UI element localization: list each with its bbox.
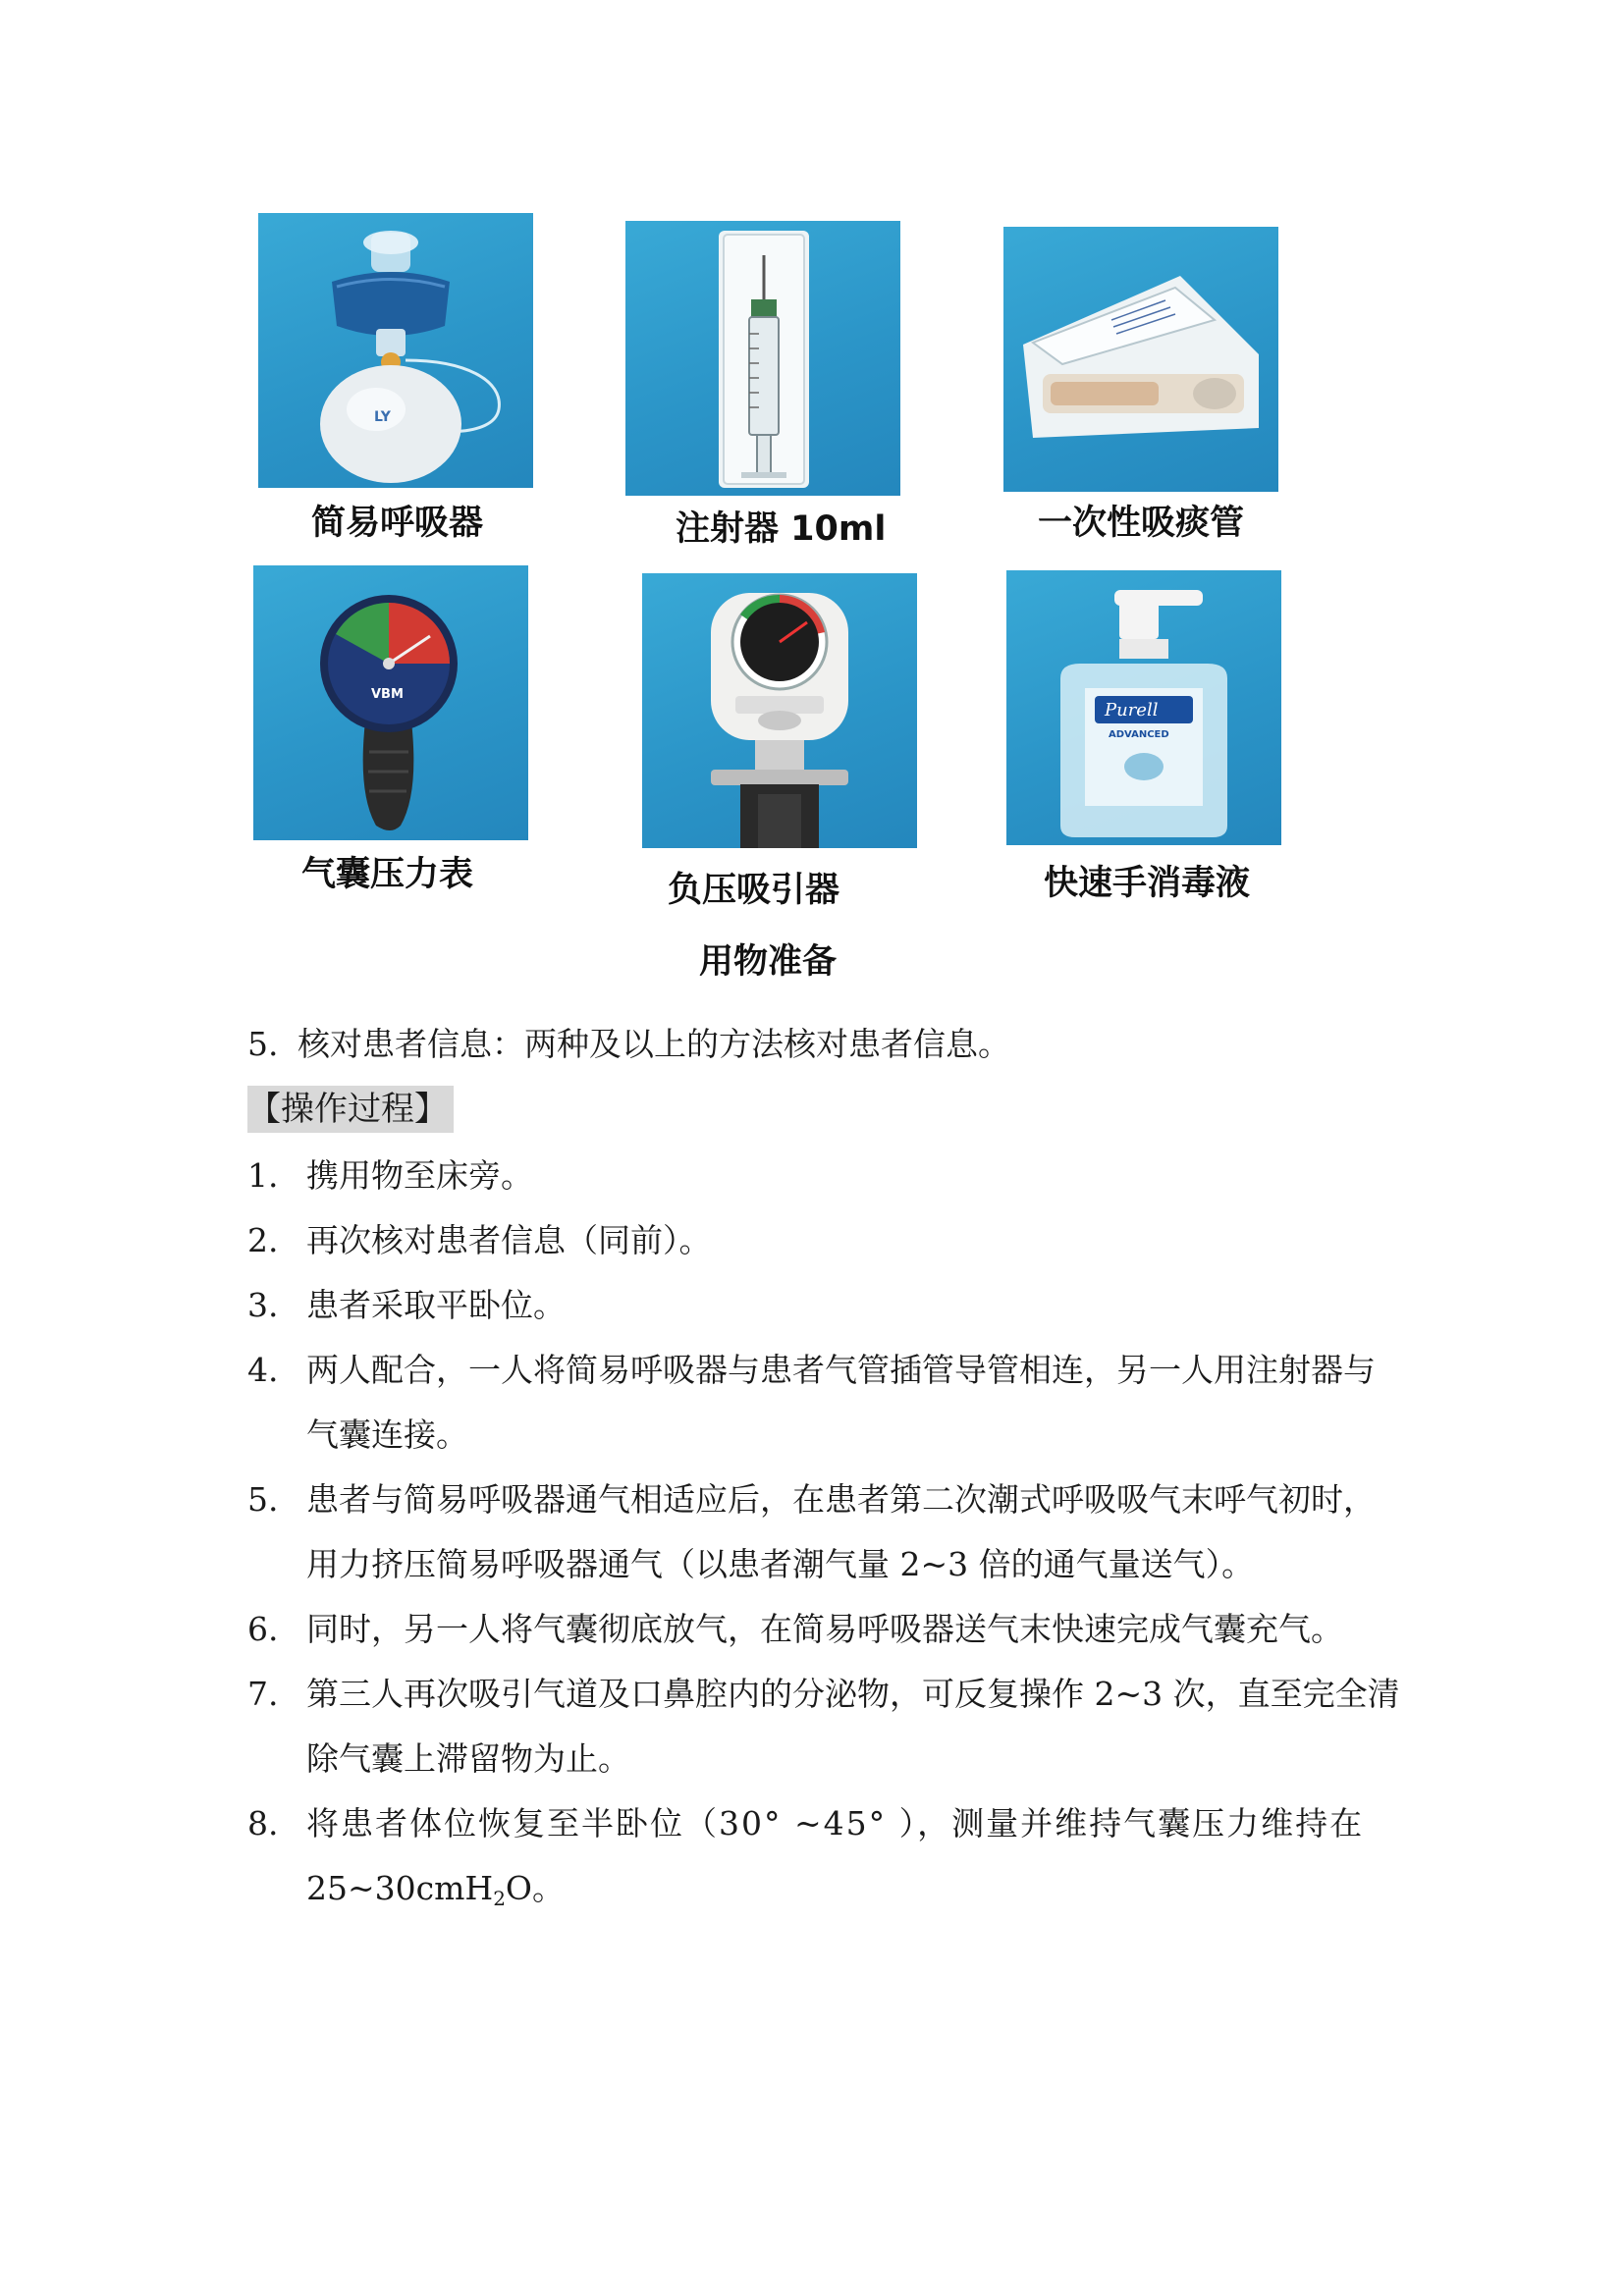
step-text-continued: 除气囊上滞留物为止。 <box>306 1739 630 1778</box>
step-number: 7. <box>247 1675 279 1713</box>
step-number: 6. <box>247 1610 279 1648</box>
step-number: 5. <box>247 1480 279 1519</box>
figure-caption: 快速手消毒液 <box>1044 864 1251 903</box>
gauge-brand: VBM <box>371 687 404 702</box>
step-text: 第三人再次吸引气道及口鼻腔内的分泌物，可反复操作 2~3 次，直至完全清 <box>306 1675 1400 1713</box>
syringe-icon <box>625 221 900 496</box>
pressure-unit-end: O。 <box>505 1869 565 1907</box>
step-text-continued: 气囊连接。 <box>306 1415 468 1454</box>
step-text: 两人配合，一人将简易呼吸器与患者气管插管导管相连，另一人用注射器与 <box>306 1351 1376 1389</box>
step-text-continued: 用力挤压简易呼吸器通气（以患者潮气量 2~3 倍的通气量送气）。 <box>306 1545 1255 1583</box>
step-number: 8. <box>247 1804 279 1842</box>
step-text: 同时，另一人将气囊彻底放气，在简易呼吸器送气末快速完成气囊充气。 <box>306 1610 1343 1648</box>
step-text: 患者采取平卧位。 <box>306 1286 566 1324</box>
step-text: 再次核对患者信息（同前）。 <box>306 1221 712 1259</box>
figure-title: 用物准备 <box>699 942 838 982</box>
bag-valve-mask-icon <box>258 213 533 488</box>
figure-caption: 简易呼吸器 <box>311 504 484 543</box>
step-text: 携用物至床旁。 <box>306 1156 533 1195</box>
step-text: 将患者体位恢复至半卧位（30° ~45° ），测量并维持气囊压力维持在 <box>306 1804 1365 1842</box>
figure-caption: 负压吸引器 <box>668 871 840 910</box>
cuff-pressure-gauge-icon <box>253 565 528 840</box>
sanitizer-sub: ADVANCED <box>1109 729 1169 740</box>
section-title: 【操作过程】 <box>247 1086 454 1133</box>
subscript: 2 <box>493 1887 506 1910</box>
hand-sanitizer-icon <box>1006 570 1281 845</box>
step-number: 1. <box>247 1156 279 1195</box>
vacuum-suction-regulator-icon <box>642 573 917 848</box>
figure-caption: 注射器 10ml <box>676 509 887 549</box>
pressure-range: 25~30cmH <box>306 1869 494 1907</box>
step-number: 3. <box>247 1286 279 1324</box>
step-number: 2. <box>247 1221 279 1259</box>
figure-caption: 一次性吸痰管 <box>1038 504 1245 543</box>
svg-text:LY: LY <box>374 409 391 425</box>
figure-caption: 气囊压力表 <box>301 855 474 894</box>
step-text-continued <box>306 1867 565 1920</box>
sanitizer-brand: Purell <box>1105 700 1159 721</box>
prep-item-number: 5. <box>247 1025 279 1063</box>
prep-item-text: 核对患者信息：两种及以上的方法核对患者信息。 <box>298 1025 1010 1063</box>
step-number: 4. <box>247 1351 279 1389</box>
step-text: 患者与简易呼吸器通气相适应后，在患者第二次潮式呼吸吸气末呼气初时， <box>306 1480 1376 1519</box>
suction-catheter-icon <box>1003 227 1278 492</box>
